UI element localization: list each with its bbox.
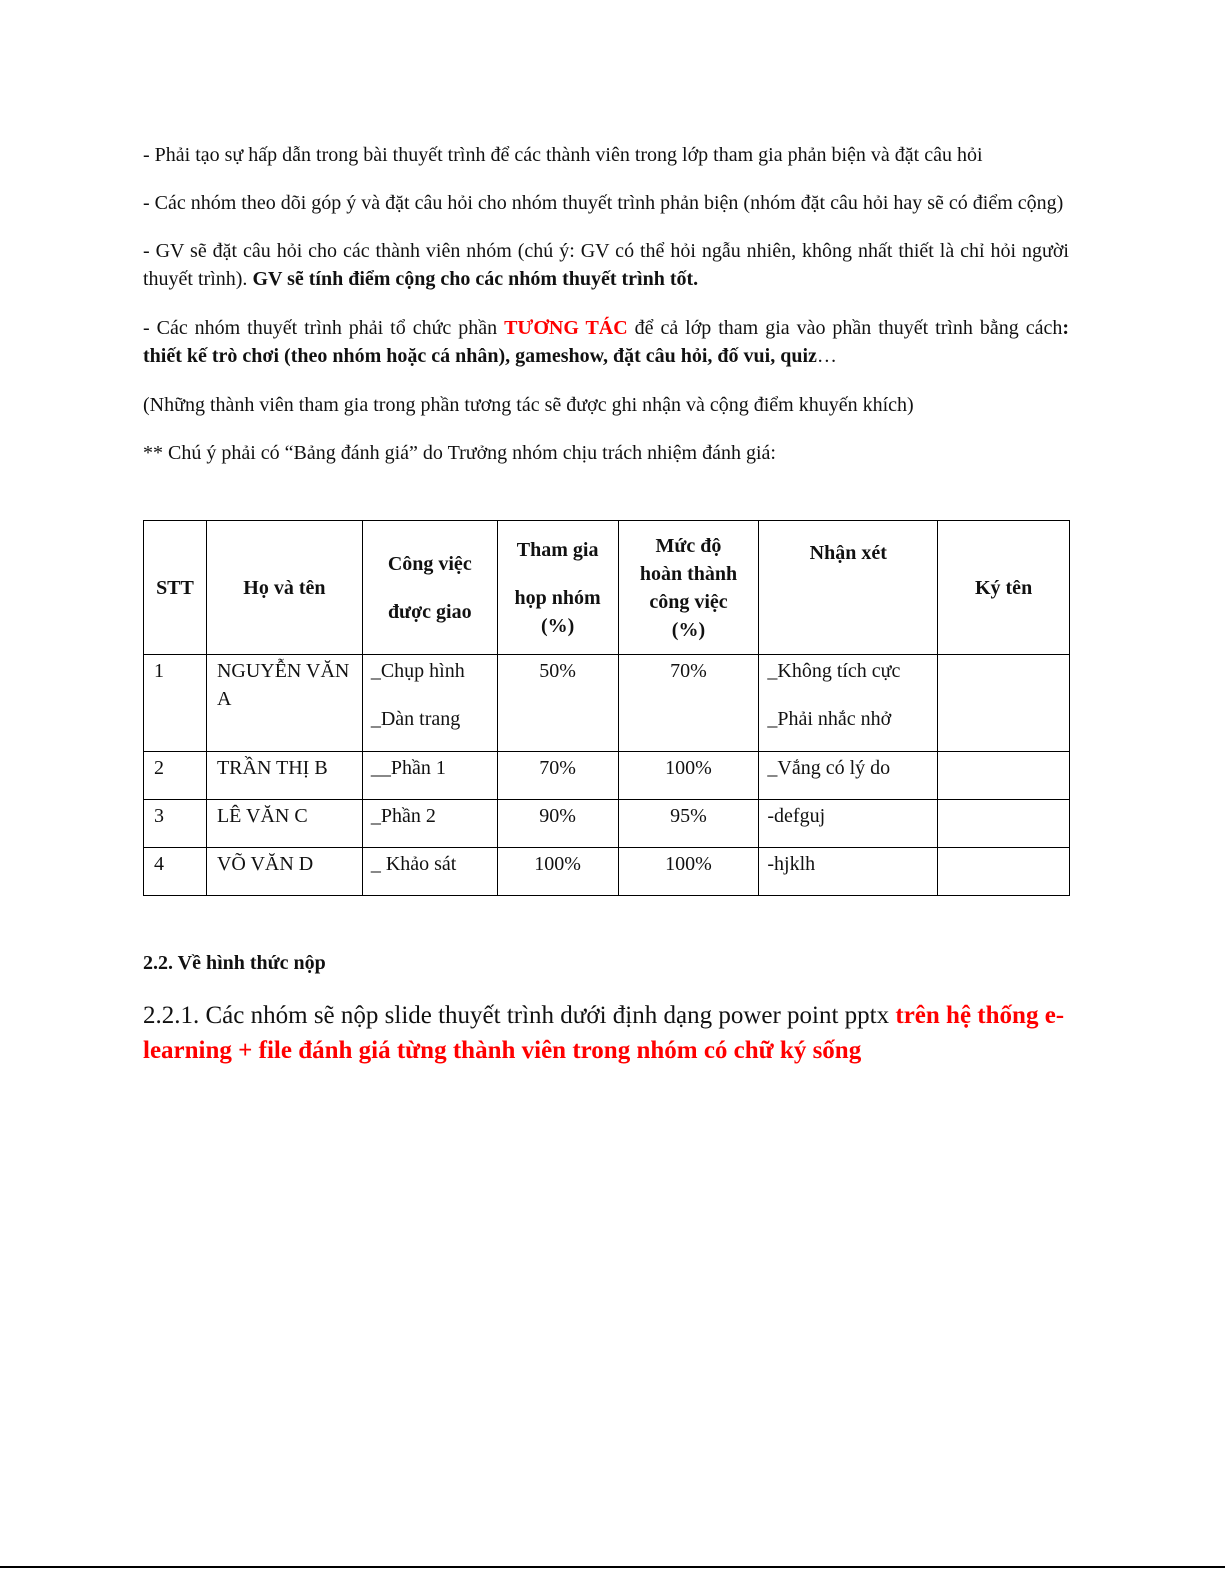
- member-name: NGUYỄN VĂN A: [216, 660, 350, 710]
- cell-completion: [618, 655, 759, 752]
- teacher-questions-text: - GV sẽ đặt câu hỏi cho các thành viên nhóm (chú ý: GV có thể hỏi ngẫu nhiên, không nhất thiết là chỉ hỏi người thuyết trình).: [143, 240, 1069, 290]
- header-attend-line1: Tham gia: [516, 538, 599, 561]
- completion-value: 100%: [665, 757, 712, 779]
- cell-comment: [759, 655, 938, 752]
- cell-task: [362, 800, 497, 848]
- header-completion-line2: hoàn thành: [639, 562, 738, 585]
- header-stt: STT: [144, 521, 207, 655]
- attend-value: 90%: [539, 805, 576, 827]
- completion-value: 70%: [670, 660, 707, 682]
- cell-stt: [144, 752, 207, 800]
- stt-value: 2: [154, 757, 164, 779]
- task-line2: _Dàn trang: [370, 708, 461, 730]
- interaction-methods: : thiết kế trò chơi (theo nhóm hoặc cá nhân), gameshow, đặt câu hỏi, đố vui, quiz: [143, 317, 1069, 367]
- cell-gap: [371, 685, 491, 705]
- cell-name: [206, 655, 362, 752]
- cell-attend: [497, 655, 618, 752]
- cell-name: [206, 752, 362, 800]
- table-row: [144, 848, 1070, 896]
- interaction-ellipsis: …: [816, 345, 837, 367]
- header-completion-line3: công việc: [649, 590, 728, 613]
- cell-comment: [759, 848, 938, 896]
- cell-stt: [144, 800, 207, 848]
- comment-line2: _Phải nhắc nhở: [767, 708, 892, 730]
- member-name: TRẦN THỊ B: [216, 757, 328, 779]
- header-comment: Nhận xét: [759, 521, 938, 655]
- cell-name: [206, 848, 362, 896]
- interaction-intro: - Các nhóm thuyết trình phải tổ chức phần: [143, 317, 505, 339]
- cell-comment: [759, 800, 938, 848]
- header-completion: [618, 521, 759, 655]
- comment-line1: -hjklh: [767, 853, 816, 875]
- attend-value: 70%: [539, 757, 576, 779]
- completion-value: 100%: [665, 853, 712, 875]
- cell-completion: [618, 800, 759, 848]
- task-line1: _Phần 2: [370, 805, 436, 827]
- cell-task: [362, 655, 497, 752]
- header-task-line2: được giao: [387, 600, 472, 623]
- table-header-row: [144, 521, 1070, 655]
- evaluation-table: [143, 520, 1070, 896]
- header-name: Họ và tên: [206, 521, 362, 655]
- header-completion-line4: (%): [671, 618, 706, 641]
- table-row: [144, 752, 1070, 800]
- paragraph-interaction: [143, 314, 1069, 370]
- task-line1: __Phần 1: [370, 757, 446, 779]
- interaction-middle: để cả lớp tham gia vào phần thuyết trình bằng cách: [627, 317, 1063, 339]
- cell-stt: [144, 848, 207, 896]
- paragraph-attraction: - Phải tạo sự hấp dẫn trong bài thuyết trình để các thành viên trong lớp tham gia phản biện và đặt câu hỏi: [143, 144, 983, 166]
- header-gap: [498, 564, 618, 584]
- cell-attend: [497, 800, 618, 848]
- completion-value: 95%: [670, 805, 707, 827]
- cell-sign: [938, 800, 1070, 848]
- submission-paragraph: [143, 998, 1069, 1068]
- cell-comment: [759, 752, 938, 800]
- comment-line1: -defguj: [767, 805, 826, 827]
- header-gap: [363, 578, 497, 598]
- header-task-line1: Công việc: [387, 552, 472, 575]
- submission-text: 2.2.1. Các nhóm sẽ nộp slide thuyết trình dưới định dạng power point pptx: [143, 1002, 896, 1029]
- cell-task: [362, 752, 497, 800]
- table-row: [144, 655, 1070, 752]
- paragraph-teacher-questions: [143, 237, 1069, 293]
- comment-line1: _Vắng có lý do: [767, 757, 891, 779]
- interaction-highlight: TƯƠNG TÁC: [504, 317, 628, 339]
- cell-stt: [144, 655, 207, 752]
- cell-sign: [938, 655, 1070, 752]
- cell-attend: [497, 752, 618, 800]
- header-attend-line2: họp nhóm: [514, 586, 601, 609]
- cell-attend: [497, 848, 618, 896]
- section-heading: 2.2. Về hình thức nộp: [143, 952, 326, 974]
- table-row: [144, 800, 1070, 848]
- bonus-points-text: GV sẽ tính điểm cộng cho các nhóm thuyết trình tốt.: [247, 268, 699, 290]
- cell-completion: [618, 752, 759, 800]
- header-completion-line1: Mức độ: [655, 534, 722, 557]
- document-body: [143, 138, 1069, 467]
- member-name: LÊ VĂN C: [216, 805, 308, 827]
- header-attend: [497, 521, 618, 655]
- cell-completion: [618, 848, 759, 896]
- cell-task: [362, 848, 497, 896]
- attend-value: 50%: [539, 660, 576, 682]
- header-sign: Ký tên: [938, 521, 1070, 655]
- paragraph-feedback: - Các nhóm theo dõi góp ý và đặt câu hỏi cho nhóm thuyết trình phản biện (nhóm đặt câu hỏi hay sẽ có điểm cộng): [143, 192, 1064, 214]
- stt-value: 1: [154, 660, 164, 682]
- header-attend-line3: (%): [540, 614, 575, 637]
- stt-value: 3: [154, 805, 164, 827]
- header-task: [362, 521, 497, 655]
- attend-value: 100%: [534, 853, 581, 875]
- task-line1: _Chụp hình: [370, 660, 465, 682]
- cell-name: [206, 800, 362, 848]
- cell-sign: [938, 752, 1070, 800]
- page-bottom-border: [0, 1566, 1225, 1568]
- paragraph-evaluation-note: ** Chú ý phải có “Bảng đánh giá” do Trưởng nhóm chịu trách nhiệm đánh giá:: [143, 442, 776, 464]
- cell-gap: [767, 685, 931, 705]
- stt-value: 4: [154, 853, 164, 875]
- cell-sign: [938, 848, 1070, 896]
- task-line1: _ Khảo sát: [370, 853, 457, 875]
- member-name: VÕ VĂN D: [216, 853, 314, 875]
- comment-line1: _Không tích cực: [767, 660, 901, 682]
- submission-highlight: trên hệ thống e-learning + file đánh giá từng thành viên trong nhóm có chữ ký sống: [143, 1002, 1065, 1064]
- paragraph-encouragement: (Những thành viên tham gia trong phần tương tác sẽ được ghi nhận và cộng điểm khuyến khích): [143, 394, 914, 416]
